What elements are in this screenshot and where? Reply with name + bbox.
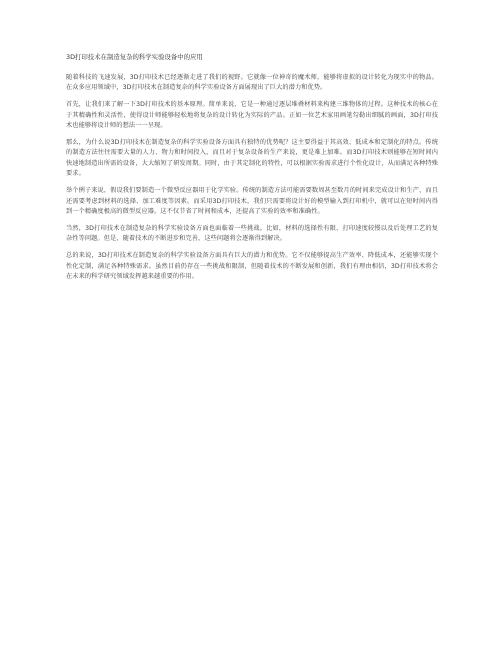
paragraph-5: 当然，3D打印技术在制造复杂的科学实验设备方面也面临着一些挑战。比如，材料的选择性有限、打印速度较慢以及后处理工艺的复杂性等问题。但是，随着技术的不断进步和完善，这些问题将会逐渐得到解决。 bbox=[66, 224, 438, 243]
document-page bbox=[66, 53, 438, 289]
paragraph-4: 举个例子来说，假设我们要制造一个微型反应器用于化学实验。传统的制造方法可能需要数周甚至数月的时间来完成设计和生产，而且还需要考虑到材料的选择、加工难度等因素。而采用3D打印技术，我们只需要将设计好的模型输入到打印机中，就可以在短时间内得到一个精确度极高的微型反应器。这不仅节省了时间和成本，还提高了实验的效率和准确性。 bbox=[66, 187, 438, 215]
paragraph-2: 首先，让我们来了解一下3D打印技术的基本原理。简单来说，它是一种通过逐层堆叠材料来构建三维物体的过程。这种技术的核心在于其精确性和灵活性，使得设计师能够轻松地将复杂的设计转化为实际的产品。正如一位艺术家用画笔勾勒出细腻的画面，3D打印技术也能够将设计师的想法一一呈现。 bbox=[66, 101, 438, 130]
paragraph-1: 随着科技的飞速发展，3D打印技术已经逐渐走进了我们的视野。它就像一位神奇的魔术师，能够将虚拟的设计转化为现实中的物品。在众多应用领域中，3D打印技术在制造复杂的科学实验设备方面展现出了巨大的潜力和优势。 bbox=[66, 74, 438, 92]
paragraph-3: 那么，为什么说3D打印技术在制造复杂的科学实验设备方面具有独特的优势呢？这主要得益于其高效、低成本和定制化的特点。传统的制造方法往往需要大量的人力、物力和时间投入，而且对于复杂设备的生产来说，更是难上加难。而3D打印技术则能够在短时间内快速地制造出所需的设备，大大缩短了研发周期。同时，由于其定制化的特性，可以根据实验需求进行个性化设计，从而满足各种特殊要求。 bbox=[66, 139, 438, 178]
paragraph-6: 总的来说，3D打印技术在制造复杂的科学实验设备方面具有巨大的潜力和优势。它不仅能够提高生产效率、降低成本，还能够实现个性化定制，满足各种特殊需求。虽然目前仍存在一些挑战和限制，但随着技术的不断发展和创新，我们有理由相信，3D打印技术将会在未来的科学研究领域发挥越来越重要的作用。 bbox=[66, 252, 438, 280]
document-title: 3D打印技术在制造复杂的科学实验设备中的应用 bbox=[66, 53, 203, 61]
